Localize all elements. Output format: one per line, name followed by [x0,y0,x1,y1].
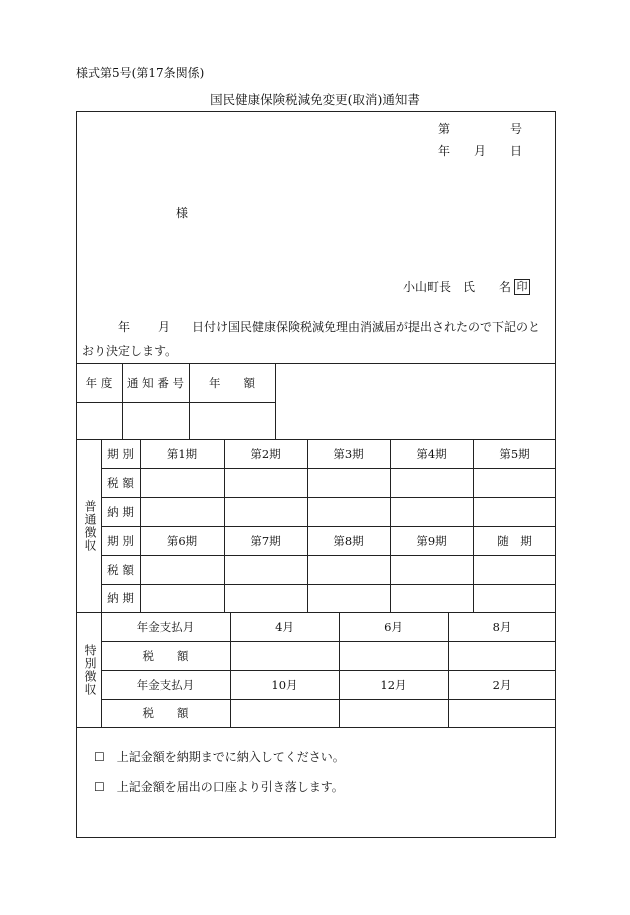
futsu-row-label: 納 期 [107,504,134,519]
period-9: 第9期 [416,533,447,548]
form-title: 国民健康保険税減免変更(取消)通知書 [210,92,420,107]
form-frame [76,111,556,838]
checkbox-icon[interactable]: ☐ [94,779,105,794]
month-october: 10月 [271,677,298,692]
futsu-row-label: 納 期 [107,591,134,605]
note-2-text: 上記金額を届出の口座より引き落します。 [116,780,344,794]
period-3: 第3期 [333,446,364,461]
issuer-shi: 氏 [463,280,476,294]
header-nendo: 年 度 [85,375,113,390]
month-june: 6月 [384,619,403,634]
pension-month-label: 年金支払月 [136,619,195,634]
tokubetsu-label: 特別徴収 [83,644,97,696]
date-year: 年 [438,144,451,158]
header-notice-number: 通 知 番 号 [127,375,184,390]
body-line-2: おり決定します。 [82,344,178,358]
period-zuiki: 随 期 [497,533,532,548]
form-number: 様式第5号(第17条関係) [76,66,205,80]
note-2 [94,778,344,795]
period-6: 第6期 [166,533,198,548]
month-february: 2月 [492,677,512,692]
period-1: 第1期 [166,446,198,461]
note-1 [94,748,345,765]
body-text-rest: 日付け国民健康保険税減免理由消滅届が提出されたので下記のと [192,320,541,334]
body-month: 月 [158,320,171,334]
pension-month-label: 年金支払月 [136,677,195,692]
note-1-text: 上記金額を納期までに納入してください。 [116,750,345,764]
futsu-label: 普通徴収 [83,500,97,552]
seal-box: 印 [514,279,530,295]
tax-amount-label: 税 額 [142,706,189,720]
futsu-row-label: 税 額 [107,475,134,490]
tax-amount-label: 税 額 [142,648,189,663]
body-line-1 [118,318,540,335]
futsu-row-label: 税 額 [107,562,134,577]
period-7: 第7期 [250,533,281,548]
period-2: 第2期 [250,446,281,461]
futsu-row-label: 期 別 [107,446,134,461]
period-8: 第8期 [333,533,364,548]
issuer-mei: 名 [499,280,512,294]
date-month: 月 [474,144,487,158]
date-day: 日 [510,144,523,158]
body-year: 年 [118,320,131,334]
period-4: 第4期 [416,446,447,461]
mayor-title: 小山町長 [403,280,452,294]
period-5: 第5期 [499,446,530,461]
month-december: 12月 [380,677,407,692]
month-august: 8月 [492,619,512,634]
number-go: 号 [510,122,523,136]
number-dai: 第 [438,122,451,136]
checkbox-icon[interactable]: ☐ [94,749,105,764]
header-annual-amount: 年 額 [209,375,255,390]
addressee-sama: 様 [176,206,189,220]
issuer-line [403,278,530,295]
month-april: 4月 [275,619,294,634]
futsu-row-label: 期 別 [107,533,134,548]
